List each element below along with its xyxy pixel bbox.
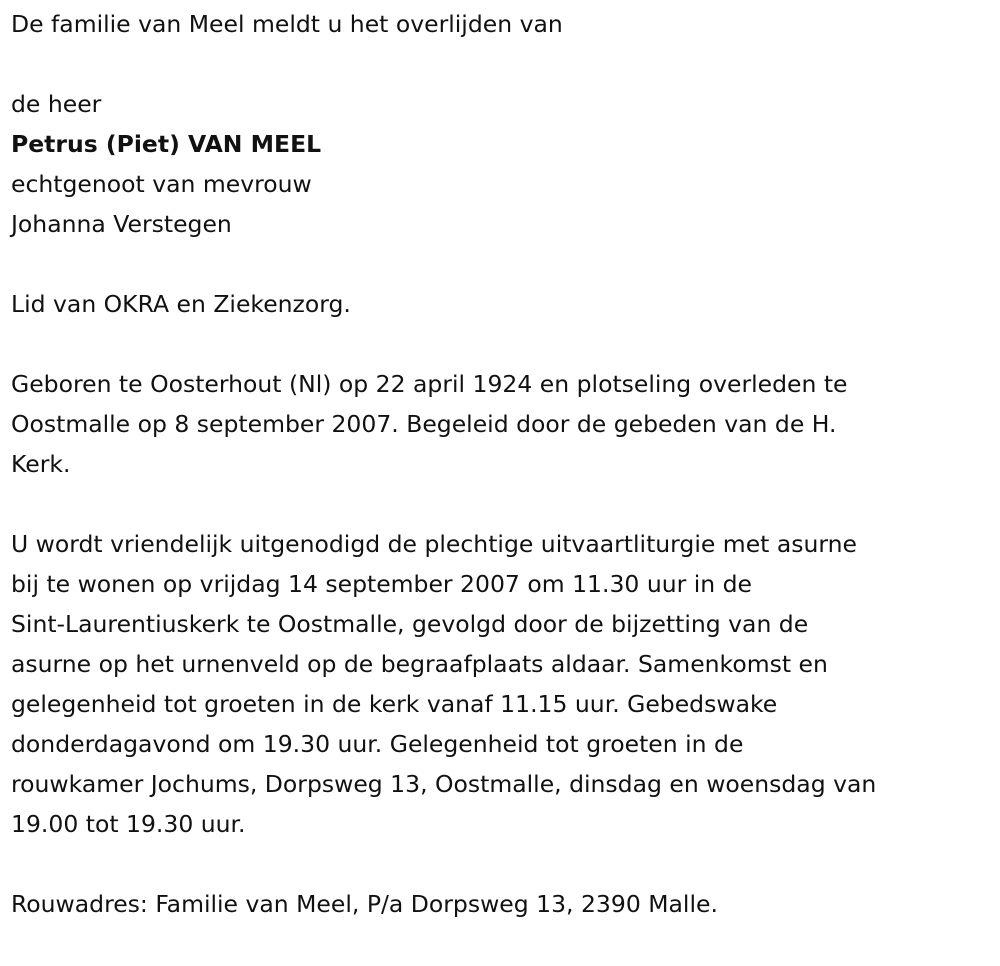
membership-line: Lid van OKRA en Ziekenzorg.	[11, 290, 351, 318]
paragraph-line: asurne op het urnenveld op de begraafplaats aldaar. Samenkomst en	[11, 650, 828, 678]
spacer	[11, 244, 991, 284]
birth-death-paragraph	[11, 364, 991, 484]
paragraph-line: Kerk.	[11, 450, 71, 478]
funeral-paragraph	[11, 524, 991, 844]
paragraph-line: Geboren te Oosterhout (Nl) op 22 april 1924 en plotseling overleden te	[11, 370, 848, 398]
paragraph-line: U wordt vriendelijk uitgenodigd de plechtige uitvaartliturgie met asurne	[11, 530, 857, 558]
paragraph-line: Sint-Laurentiuskerk te Oostmalle, gevolgd door de bijzetting van de	[11, 610, 809, 638]
spacer	[11, 324, 991, 364]
paragraph-line: gelegenheid tot groeten in de kerk vanaf 11.15 uur. Gebedswake	[11, 690, 778, 718]
spouse-name: Johanna Verstegen	[11, 210, 232, 238]
deceased-name: Petrus (Piet) VAN MEEL	[11, 130, 322, 158]
paragraph-line: bij te wonen op vrijdag 14 september 2007 om 11.30 uur in de	[11, 570, 753, 598]
spacer	[11, 484, 991, 524]
paragraph-line: 19.00 tot 19.30 uur.	[11, 810, 246, 838]
spacer	[11, 844, 991, 884]
paragraph-line: rouwkamer Jochums, Dorpsweg 13, Oostmalle, dinsdag en woensdag van	[11, 770, 877, 798]
paragraph-line: donderdagavond om 19.30 uur. Gelegenheid tot groeten in de	[11, 730, 744, 758]
relation-line: echtgenoot van mevrouw	[11, 170, 312, 198]
mourning-address: Rouwadres: Familie van Meel, P/a Dorpsweg 13, 2390 Malle.	[11, 890, 718, 918]
obituary-notice	[11, 4, 991, 924]
intro-line: De familie van Meel meldt u het overlijden van	[11, 10, 563, 38]
salutation: de heer	[11, 90, 102, 118]
spacer	[11, 44, 991, 84]
paragraph-line: Oostmalle op 8 september 2007. Begeleid door de gebeden van de H.	[11, 410, 837, 438]
